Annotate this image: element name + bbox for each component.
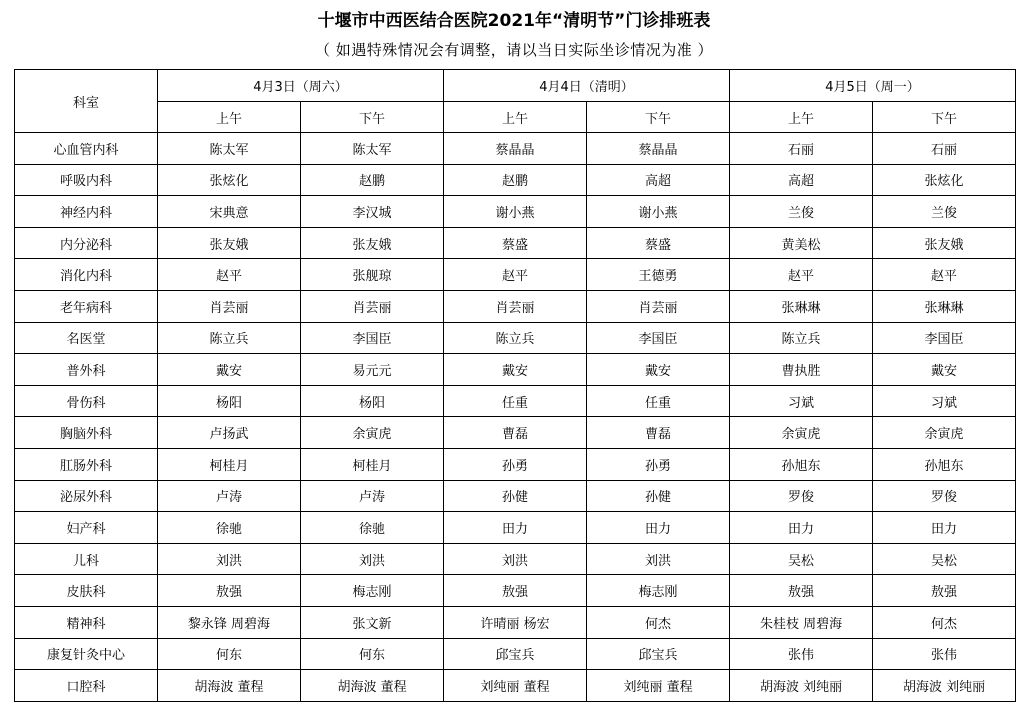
doctor-cell: 蔡盛 — [587, 227, 730, 259]
doctor-cell: 肖芸丽 — [444, 290, 587, 322]
table-row — [15, 290, 1016, 322]
doctor-cell: 许晴丽 杨宏 — [444, 606, 587, 638]
apr4-pm-header: 下午 — [587, 102, 730, 133]
table-row — [15, 448, 1016, 480]
doctor-cell: 杨阳 — [158, 385, 301, 417]
apr3-pm-header: 下午 — [301, 102, 444, 133]
table-row — [15, 512, 1016, 544]
doctor-cell: 邱宝兵 — [587, 638, 730, 670]
doctor-cell: 敖强 — [730, 575, 873, 607]
page-subtitle: （ 如遇特殊情况会有调整，请以当日实际坐诊情况为准 ） — [314, 41, 714, 59]
doctor-cell: 戴安 — [444, 354, 587, 386]
apr4-am-header: 上午 — [444, 102, 587, 133]
doctor-cell: 王德勇 — [587, 259, 730, 291]
doctor-cell: 刘纯丽 董程 — [444, 670, 587, 702]
doctor-cell: 张炫化 — [158, 164, 301, 196]
doctor-cell: 肖芸丽 — [301, 290, 444, 322]
table-row — [15, 385, 1016, 417]
doctor-cell: 石丽 — [730, 133, 873, 165]
doctor-cell: 陈太军 — [158, 133, 301, 165]
day-header-apr3: 4月3日（周六） — [158, 70, 444, 102]
doctor-cell: 杨阳 — [301, 385, 444, 417]
table-row — [15, 480, 1016, 512]
doctor-cell: 陈立兵 — [158, 322, 301, 354]
dept-cell: 口腔科 — [15, 670, 158, 702]
doctor-cell: 孙勇 — [587, 448, 730, 480]
dept-cell: 泌尿外科 — [15, 480, 158, 512]
doctor-cell: 张琳琳 — [730, 290, 873, 322]
doctor-cell: 孙健 — [444, 480, 587, 512]
doctor-cell: 柯桂月 — [301, 448, 444, 480]
doctor-cell: 陈立兵 — [444, 322, 587, 354]
day-header-apr5: 4月5日（周一） — [730, 70, 1016, 102]
doctor-cell: 任重 — [587, 385, 730, 417]
doctor-cell: 兰俊 — [873, 196, 1016, 228]
doctor-cell: 张友娥 — [873, 227, 1016, 259]
schedule-table — [14, 69, 1016, 702]
doctor-cell: 余寅虎 — [730, 417, 873, 449]
doctor-cell: 石丽 — [873, 133, 1016, 165]
dept-cell: 普外科 — [15, 354, 158, 386]
doctor-cell: 张舰琼 — [301, 259, 444, 291]
table-row — [15, 196, 1016, 228]
doctor-cell: 余寅虎 — [873, 417, 1016, 449]
dept-cell: 心血管内科 — [15, 133, 158, 165]
doctor-cell: 张文新 — [301, 606, 444, 638]
doctor-cell: 刘洪 — [158, 543, 301, 575]
dept-cell: 骨伤科 — [15, 385, 158, 417]
table-row — [15, 164, 1016, 196]
apr5-am-header: 上午 — [730, 102, 873, 133]
doctor-cell: 张伟 — [730, 638, 873, 670]
doctor-cell: 敖强 — [873, 575, 1016, 607]
table-row — [15, 322, 1016, 354]
day-header-apr4: 4月4日（清明） — [444, 70, 730, 102]
doctor-cell: 罗俊 — [873, 480, 1016, 512]
doctor-cell: 赵平 — [730, 259, 873, 291]
doctor-cell: 敖强 — [444, 575, 587, 607]
doctor-cell: 朱桂枝 周碧海 — [730, 606, 873, 638]
half-day-header-row — [15, 102, 1016, 133]
doctor-cell: 赵鹏 — [301, 164, 444, 196]
doctor-cell: 柯桂月 — [158, 448, 301, 480]
dept-cell: 内分泌科 — [15, 227, 158, 259]
doctor-cell: 张伟 — [873, 638, 1016, 670]
doctor-cell: 胡海波 刘纯丽 — [873, 670, 1016, 702]
table-row — [15, 259, 1016, 291]
doctor-cell: 谢小燕 — [444, 196, 587, 228]
dept-cell: 神经内科 — [15, 196, 158, 228]
doctor-cell: 高超 — [730, 164, 873, 196]
doctor-cell: 张炫化 — [873, 164, 1016, 196]
doctor-cell: 戴安 — [587, 354, 730, 386]
doctor-cell: 梅志刚 — [301, 575, 444, 607]
doctor-cell: 刘纯丽 董程 — [587, 670, 730, 702]
doctor-cell: 任重 — [444, 385, 587, 417]
doctor-cell: 胡海波 刘纯丽 — [730, 670, 873, 702]
dept-cell: 老年病科 — [15, 290, 158, 322]
table-row — [15, 354, 1016, 386]
dept-cell: 呼吸内科 — [15, 164, 158, 196]
doctor-cell: 田力 — [444, 512, 587, 544]
dept-cell: 消化内科 — [15, 259, 158, 291]
doctor-cell: 陈太军 — [301, 133, 444, 165]
doctor-cell: 孙健 — [587, 480, 730, 512]
doctor-cell: 谢小燕 — [587, 196, 730, 228]
doctor-cell: 徐驰 — [301, 512, 444, 544]
doctor-cell: 何东 — [158, 638, 301, 670]
doctor-cell: 卢涛 — [158, 480, 301, 512]
dept-cell: 名医堂 — [15, 322, 158, 354]
doctor-cell: 敖强 — [158, 575, 301, 607]
doctor-cell: 罗俊 — [730, 480, 873, 512]
dept-cell: 肛肠外科 — [15, 448, 158, 480]
doctor-cell: 孙旭东 — [730, 448, 873, 480]
doctor-cell: 余寅虎 — [301, 417, 444, 449]
doctor-cell: 戴安 — [158, 354, 301, 386]
doctor-cell: 兰俊 — [730, 196, 873, 228]
table-row — [15, 638, 1016, 670]
doctor-cell: 卢涛 — [301, 480, 444, 512]
doctor-cell: 蔡晶晶 — [587, 133, 730, 165]
table-row — [15, 417, 1016, 449]
doctor-cell: 曹磊 — [444, 417, 587, 449]
doctor-cell: 刘洪 — [444, 543, 587, 575]
doctor-cell: 李国臣 — [301, 322, 444, 354]
doctor-cell: 张友娥 — [158, 227, 301, 259]
doctor-cell: 何杰 — [587, 606, 730, 638]
doctor-cell: 蔡盛 — [444, 227, 587, 259]
doctor-cell: 田力 — [873, 512, 1016, 544]
doctor-cell: 曹磊 — [587, 417, 730, 449]
doctor-cell: 田力 — [730, 512, 873, 544]
doctor-cell: 胡海波 董程 — [301, 670, 444, 702]
doctor-cell: 张琳琳 — [873, 290, 1016, 322]
table-row — [15, 670, 1016, 702]
doctor-cell: 宋典意 — [158, 196, 301, 228]
doctor-cell: 赵平 — [444, 259, 587, 291]
schedule-body — [15, 133, 1016, 702]
doctor-cell: 赵平 — [873, 259, 1016, 291]
doctor-cell: 李汉城 — [301, 196, 444, 228]
doctor-cell: 胡海波 董程 — [158, 670, 301, 702]
doctor-cell: 李国臣 — [873, 322, 1016, 354]
apr3-am-header: 上午 — [158, 102, 301, 133]
dept-cell: 胸脑外科 — [15, 417, 158, 449]
doctor-cell: 黄美松 — [730, 227, 873, 259]
day-header-row — [15, 70, 1016, 102]
doctor-cell: 刘洪 — [301, 543, 444, 575]
table-row — [15, 575, 1016, 607]
doctor-cell: 徐驰 — [158, 512, 301, 544]
table-row — [15, 133, 1016, 165]
doctor-cell: 梅志刚 — [587, 575, 730, 607]
doctor-cell: 何东 — [301, 638, 444, 670]
doctor-cell: 张友娥 — [301, 227, 444, 259]
doctor-cell: 易元元 — [301, 354, 444, 386]
doctor-cell: 黎永锋 周碧海 — [158, 606, 301, 638]
page-title: 十堰市中西医结合医院2021年“清明节”门诊排班表 — [317, 11, 711, 31]
doctor-cell: 陈立兵 — [730, 322, 873, 354]
doctor-cell: 曹执胜 — [730, 354, 873, 386]
doctor-cell: 李国臣 — [587, 322, 730, 354]
doctor-cell: 肖芸丽 — [587, 290, 730, 322]
dept-cell: 康复针灸中心 — [15, 638, 158, 670]
doctor-cell: 蔡晶晶 — [444, 133, 587, 165]
dept-header: 科室 — [15, 70, 158, 133]
doctor-cell: 卢扬武 — [158, 417, 301, 449]
doctor-cell: 高超 — [587, 164, 730, 196]
dept-cell: 精神科 — [15, 606, 158, 638]
doctor-cell: 戴安 — [873, 354, 1016, 386]
doctor-cell: 刘洪 — [587, 543, 730, 575]
doctor-cell: 肖芸丽 — [158, 290, 301, 322]
doctor-cell: 邱宝兵 — [444, 638, 587, 670]
table-row — [15, 606, 1016, 638]
table-row — [15, 227, 1016, 259]
dept-cell: 皮肤科 — [15, 575, 158, 607]
doctor-cell: 习斌 — [730, 385, 873, 417]
doctor-cell: 田力 — [587, 512, 730, 544]
doctor-cell: 赵平 — [158, 259, 301, 291]
dept-cell: 妇产科 — [15, 512, 158, 544]
dept-cell: 儿科 — [15, 543, 158, 575]
table-row — [15, 543, 1016, 575]
apr5-pm-header: 下午 — [873, 102, 1016, 133]
doctor-cell: 习斌 — [873, 385, 1016, 417]
doctor-cell: 吴松 — [873, 543, 1016, 575]
doctor-cell: 赵鹏 — [444, 164, 587, 196]
doctor-cell: 何杰 — [873, 606, 1016, 638]
doctor-cell: 孙勇 — [444, 448, 587, 480]
doctor-cell: 吴松 — [730, 543, 873, 575]
doctor-cell: 孙旭东 — [873, 448, 1016, 480]
